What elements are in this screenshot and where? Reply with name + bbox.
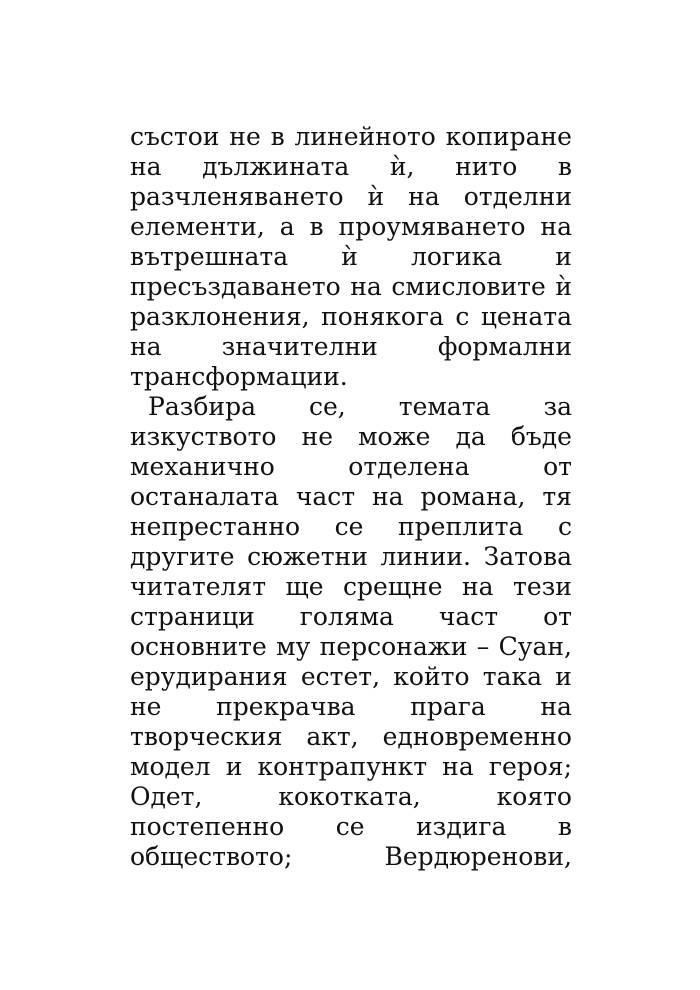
word: преплита [398, 512, 524, 541]
text-line [130, 632, 572, 662]
word: дължината [202, 152, 350, 181]
word: сюжетни [247, 542, 368, 571]
word: другите [130, 542, 235, 571]
word: отделни [463, 182, 572, 211]
word: и [555, 662, 572, 691]
text-line [130, 542, 572, 572]
text-line [130, 272, 572, 302]
word: в [557, 812, 572, 841]
word: акт, [306, 722, 359, 751]
word: романа, [420, 482, 526, 511]
text-line [130, 182, 572, 212]
text-line [130, 602, 572, 632]
word: ѝ, [389, 152, 415, 181]
word: нито [455, 152, 518, 181]
word: – [476, 632, 490, 661]
word: голяма [299, 602, 394, 631]
word: тя [542, 482, 572, 511]
word: основните [130, 632, 267, 661]
word: темата [398, 392, 491, 421]
word: кокотката, [278, 782, 421, 811]
word: част [438, 602, 499, 631]
word: естет, [300, 662, 381, 691]
word: прекрачва [216, 692, 356, 721]
word: отделена [348, 452, 470, 481]
word: му [276, 632, 311, 661]
word: читателят [130, 572, 267, 601]
text-line [130, 242, 572, 272]
word: Разбира [148, 392, 256, 421]
word: с [455, 302, 470, 331]
word: линии. [380, 542, 471, 571]
word: ѝ [367, 182, 385, 211]
word: персонажи [319, 632, 468, 661]
text-line [130, 122, 572, 152]
word: Затова [483, 542, 572, 571]
word: вътрешната [130, 242, 289, 271]
word: се [335, 812, 365, 841]
word: обществото; [130, 842, 293, 871]
text-line [130, 452, 572, 482]
word: тези [513, 572, 572, 601]
text-line [130, 782, 572, 812]
word: пресъздаването [130, 272, 341, 301]
word: която [496, 782, 572, 811]
word: с [557, 512, 572, 541]
word: останалата [130, 482, 279, 511]
word: модел [130, 752, 211, 781]
word: изкуството [130, 422, 277, 451]
text-line [130, 482, 572, 512]
word: на [350, 272, 382, 301]
word: състои [130, 122, 220, 151]
word: в [270, 122, 285, 151]
word: от [543, 452, 572, 481]
word: се [334, 512, 364, 541]
word: разклонения, [130, 302, 310, 331]
word: на [130, 332, 162, 361]
body-text [130, 122, 572, 872]
word: линейното [294, 122, 436, 151]
word: страници [130, 602, 255, 631]
word: постепенно [130, 812, 285, 841]
word: и [555, 242, 572, 271]
word: ѝ [555, 272, 572, 301]
word: на [372, 482, 404, 511]
word: механично [130, 452, 275, 481]
word: част [295, 482, 356, 511]
word: ерудирания [130, 662, 288, 691]
word: непрестанно [130, 512, 301, 541]
word: Вердюренови, [384, 842, 572, 871]
text-line [130, 752, 572, 782]
text-line [130, 722, 572, 752]
word: не [130, 692, 162, 721]
word: смисловите [391, 272, 546, 301]
word: на [462, 572, 494, 601]
word: на [442, 752, 474, 781]
word: едновременно [382, 722, 572, 751]
word: така [482, 662, 543, 691]
word: цената [480, 302, 572, 331]
word: значителни [221, 332, 378, 361]
text-line [130, 512, 572, 542]
word: издига [416, 812, 507, 841]
word: Одет, [130, 782, 203, 811]
word: не [229, 122, 261, 151]
word: на [130, 152, 162, 181]
word: в [309, 212, 324, 241]
word: от [543, 602, 572, 631]
text-line [130, 392, 572, 422]
word: прага [410, 692, 486, 721]
word: на [540, 692, 572, 721]
word: трансформации. [130, 362, 348, 391]
word: контрапункт [257, 752, 428, 781]
text-line [130, 422, 572, 452]
word: който [393, 662, 470, 691]
text-line [130, 362, 572, 392]
word: за [543, 392, 572, 421]
word: не [301, 422, 334, 451]
word: може [358, 422, 431, 451]
word: и [225, 752, 243, 781]
word: Суан, [498, 632, 572, 661]
word: копиране [445, 122, 572, 151]
word: в [557, 152, 572, 181]
word: творческия [130, 722, 283, 751]
word: срещне [343, 572, 443, 601]
text-line [130, 332, 572, 362]
word: проумяването [338, 212, 526, 241]
word: бъде [510, 422, 572, 451]
word: а [279, 212, 295, 241]
word: елементи, [130, 212, 265, 241]
word: на [408, 182, 440, 211]
text-line [130, 692, 572, 722]
word: формални [437, 332, 572, 361]
word: героя; [488, 752, 572, 781]
text-line [130, 842, 572, 872]
word: се, [308, 392, 346, 421]
word: ѝ [341, 242, 358, 271]
word: логика [410, 242, 503, 271]
text-line [130, 302, 572, 332]
word: да [455, 422, 486, 451]
word: на [540, 212, 572, 241]
text-line [130, 662, 572, 692]
word: разчленяването [130, 182, 344, 211]
text-line [130, 812, 572, 842]
text-line [130, 152, 572, 182]
text-line [130, 572, 572, 602]
text-line [130, 212, 572, 242]
word: понякога [321, 302, 444, 331]
word: ще [285, 572, 324, 601]
